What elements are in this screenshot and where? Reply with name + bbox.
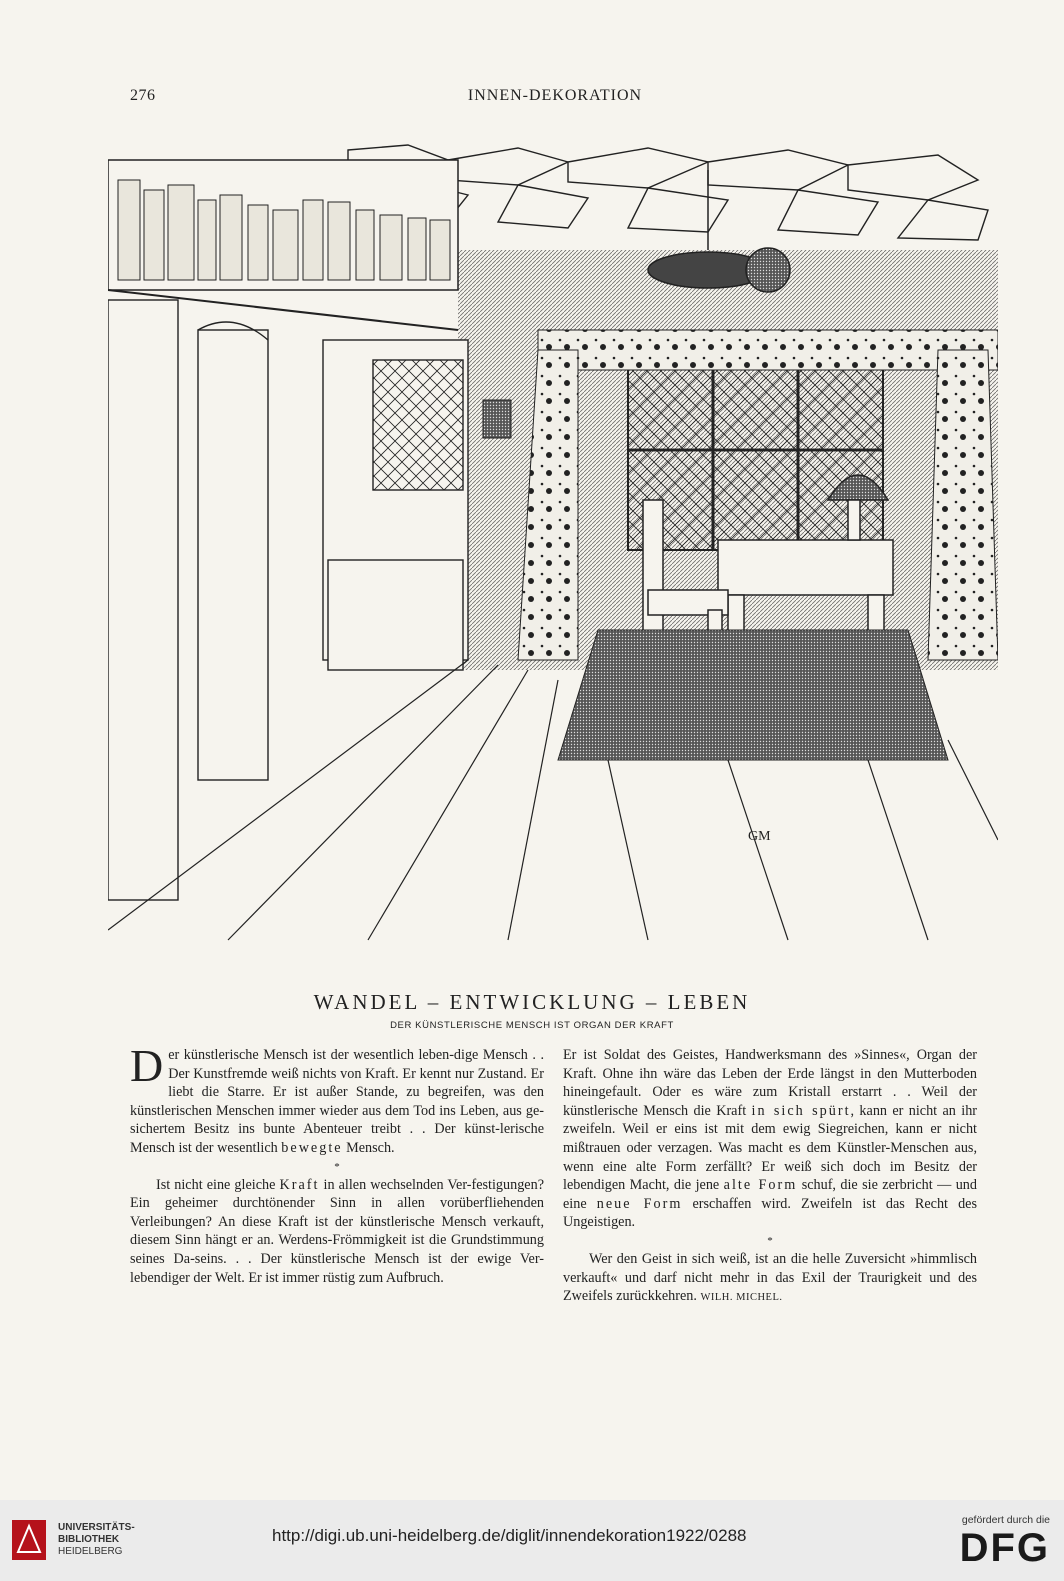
- rug: [558, 630, 948, 760]
- funding-block: [930, 1514, 1050, 1570]
- library-line: BIBLIOTHEK: [58, 1534, 120, 1545]
- library-line: HEIDELBERG: [58, 1546, 123, 1557]
- left-column: [130, 1040, 544, 1287]
- paragraph: [563, 1046, 977, 1232]
- section-star: *: [334, 1160, 340, 1173]
- text-run: Er ist Soldat des Geistes, Handwerksmann des »Sinnes«, Organ der Kraft. Ohne ihn wäre das Leben der Erde längst in den Mutterboden hineingefault. Oder es wäre zum Kristall erstarrt . . Weil der künstlerische Mensch die Kraft: [563, 1047, 977, 1119]
- curtain-valance: [538, 330, 998, 370]
- text-run: Wer den Geist in sich weiß, ist an die helle Zuversicht »himmlisch verkauft« und darf nicht mehr in das Exil der Traurigkeit und des Zweifels zurückkehren.: [563, 1250, 977, 1305]
- page-number: 276: [130, 87, 156, 104]
- permalink[interactable]: http://digi.ub.uni-heidelberg.de/diglit/innendekoration1922/0288: [272, 1526, 747, 1545]
- emphasis: alte Form: [723, 1177, 798, 1194]
- left-cabinet: [108, 300, 468, 900]
- text-run: Ist nicht eine gleiche: [156, 1176, 280, 1193]
- paragraph: [563, 1250, 977, 1308]
- library-logo[interactable]: [10, 1518, 135, 1562]
- article-title: WANDEL – ENTWICKLUNG – LEBEN: [313, 990, 751, 1014]
- author-name: WILH. MICHEL.: [700, 1292, 783, 1304]
- room-interior-illustration: [108, 140, 998, 945]
- section-star: *: [767, 1234, 773, 1247]
- drop-cap: D: [130, 1040, 164, 1091]
- journal-title: INNEN-DEKORATION: [467, 87, 643, 104]
- text-run: er künstlerische Mensch ist der wesentlich leben-dige Mensch . . Der Kunstfremde weiß nichts von Kraft. Er kennt nur Zustand. Er liebt die Starre. Er ist außer Stande, zu begreifen, was den künstlerischen Menschen immer wieder aus dem Tod ins Leben, aus ge-sichertem Besitz ins bunte Abenteuer treibt . . Der künst-lerische Mensch ist der wesentlich: [130, 1047, 544, 1156]
- dfg-logo[interactable]: DFG: [959, 1526, 1050, 1570]
- emphasis: in sich spürt: [751, 1102, 851, 1119]
- running-head: [130, 87, 980, 107]
- article-subtitle: DER KÜNSTLERISCHE MENSCH IST ORGAN DER KRAFT: [390, 1020, 674, 1031]
- text-run: schuf, die sie zerbricht — und eine: [563, 1177, 977, 1212]
- window: [628, 350, 883, 550]
- library-line: UNIVERSITÄTS-: [58, 1522, 135, 1533]
- right-column: [563, 1046, 977, 1308]
- illustration-drawing: [108, 140, 998, 945]
- library-seal-icon: [10, 1518, 48, 1562]
- text-run: in allen wechselnden Ver-festigungen? Ein geheimer durchtönender Sinn in allen vorüberfliehenden Verleibungen? An diese Kraft ist der künstlerische Mensch verkauft, diesem Sinn hängt er an. Werdens-Frömmigkeit ist die Grundstimmung seines Da-seins. . . Der künstlerische Mensch ist der ewige Ver-lebendiger der Welt. Er ist immer rüstig zum Aufbruch.: [130, 1176, 544, 1286]
- funding-note: gefördert durch die: [961, 1514, 1050, 1526]
- library-name: [58, 1522, 148, 1558]
- wall-picture: [483, 400, 511, 438]
- text-run: Mensch.: [342, 1139, 395, 1156]
- curtain-right: [928, 350, 998, 660]
- paragraph: [130, 1176, 544, 1288]
- text-run: , kann er nicht an ihr zweifeln. Weil er eins ist mit dem ewig Siegreichen, kann er nicht mißtrauen oder verzagen. Was macht es dem Künstler-Menschen aus, wenn eine alte Form zerfällt? Er weiß sich doch im Besitz der lebendigen Macht, die jene: [563, 1102, 978, 1194]
- paragraph: [130, 1040, 544, 1158]
- emphasis: Kraft: [279, 1176, 320, 1193]
- emphasis: neue Form: [596, 1195, 683, 1212]
- text-run: erschaffen wird. Zweifeln ist das Recht des Ungeistigen.: [563, 1195, 977, 1231]
- artist-signature: GM: [748, 829, 771, 844]
- viewer-footer: [0, 1500, 1064, 1581]
- emphasis: bewegte: [281, 1139, 343, 1156]
